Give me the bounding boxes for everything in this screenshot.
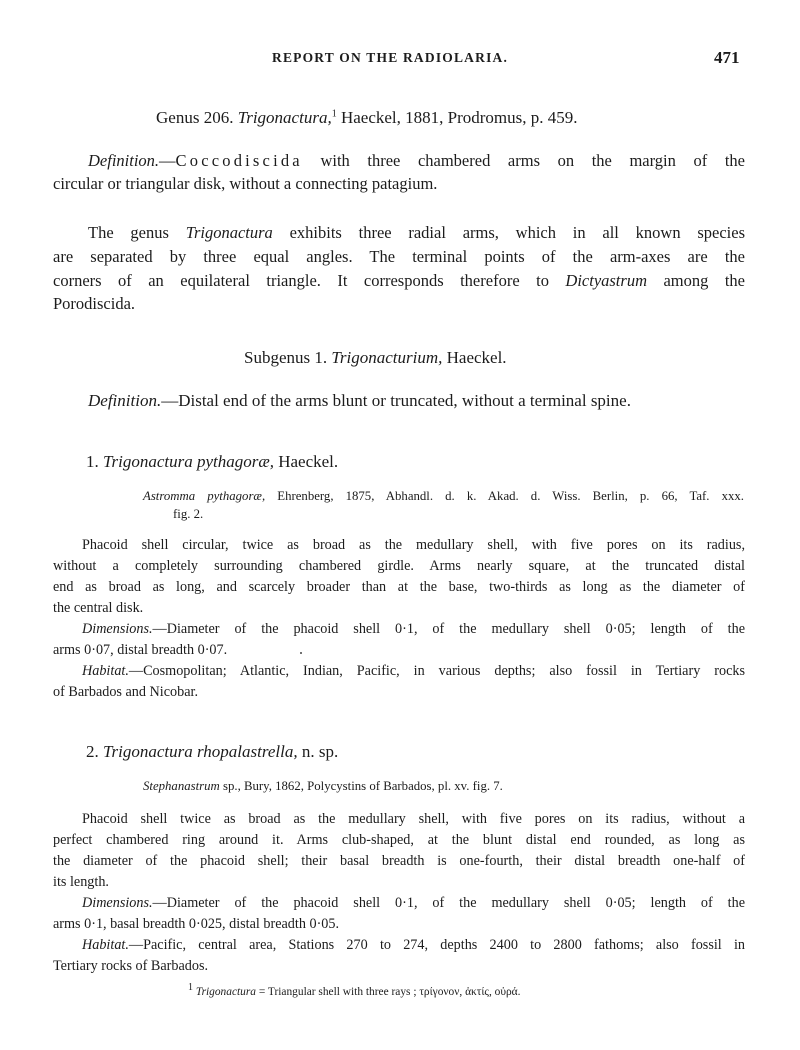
habitat-label: Habitat. xyxy=(82,663,129,679)
species-2-dimensions-line-2: arms 0·1, basal breadth 0·025, distal breadth 0·05. xyxy=(53,916,340,932)
genus-term: Trigonactura xyxy=(185,223,273,242)
species-1-desc-line-4: the central disk. xyxy=(53,600,144,616)
species-2-desc-line-2: perfect chambered ring around it. Arms club-shaped, at the blunt distal end rounded, as long as xyxy=(53,832,745,848)
dimensions-label: Dimensions. xyxy=(82,621,153,637)
genus-name: Trigonactura, xyxy=(237,108,332,127)
species-author: Haeckel. xyxy=(273,452,339,471)
genus-heading xyxy=(156,108,578,128)
species-name: Trigonactura rhopalastrella, xyxy=(103,742,298,761)
definition-text: —Distal end of the arms blunt or truncated, without a terminal spine. xyxy=(161,391,631,410)
subgenus-author: Haeckel. xyxy=(442,348,507,367)
species-1-dimensions-line-2: arms 0·07, distal breadth 0·07. xyxy=(53,642,228,658)
habitat-text: —Cosmopolitan; Atlantic, Indian, Pacific, in various depths; also fossil in Tertiary rocks xyxy=(128,663,745,679)
genus-paragraph-line-4: Porodiscida. xyxy=(53,294,136,313)
species-2-desc-line-4: its length. xyxy=(53,874,109,890)
species-author: n. sp. xyxy=(297,742,339,761)
text: The genus xyxy=(88,223,186,242)
page-number: 471 xyxy=(714,48,740,67)
text: exhibits three radial arms, which in all known species xyxy=(272,223,745,242)
family-name: Coccodiscida xyxy=(175,151,303,170)
habitat-label: Habitat. xyxy=(82,937,129,953)
species-number: 1. xyxy=(86,452,103,471)
subgenus-definition xyxy=(88,390,780,412)
genus-prefix: Genus 206. xyxy=(156,108,234,127)
subgenus-prefix: Subgenus 1. xyxy=(244,348,332,367)
footnote-term: Trigonactura xyxy=(195,986,256,998)
species-2-heading xyxy=(86,742,338,762)
text: among the xyxy=(646,271,745,290)
definition-label: Definition. xyxy=(88,391,162,410)
footnote-mark: 1 xyxy=(188,982,193,994)
footnote-reference[interactable]: 1 xyxy=(331,108,337,120)
species-1-habitat-line-1 xyxy=(82,660,745,682)
genus-citation: Haeckel, 1881, Prodromus, p. 459. xyxy=(336,108,578,127)
species-1-desc-line-2: without a completely surrounding chambered girdle. Arms nearly square, at the truncated distal xyxy=(53,558,745,574)
synonym-name: Stephanastrum xyxy=(143,779,220,793)
species-name: Trigonactura pythagoræ, xyxy=(103,452,274,471)
species-1-heading xyxy=(86,452,338,472)
synonym-citation: Ehrenberg, 1875, Abhandl. d. k. Akad. d. Wiss. Berlin, p. 66, Taf. xxx. xyxy=(265,489,744,503)
stray-dot xyxy=(300,652,302,654)
genus-paragraph-line-1 xyxy=(88,222,745,244)
subgenus-name: Trigonacturium, xyxy=(331,348,443,367)
species-1-desc-line-3: end as broad as long, and scarcely broader than at the base, two-thirds as long as the diameter of xyxy=(53,579,745,595)
dimensions-label: Dimensions. xyxy=(82,895,153,911)
genus-definition-line-2: circular or triangular disk, without a connecting patagium. xyxy=(53,174,438,193)
species-2-desc-line-1: Phacoid shell twice as broad as the medullary shell, with five pores on its radius, without a xyxy=(82,811,745,827)
species-number: 2. xyxy=(86,742,103,761)
species-2-desc-line-3: the diameter of the phacoid shell; their basal breadth is one-fourth, their distal breadth one-half of xyxy=(53,853,745,869)
footnote-text: = Triangular shell with three rays ; τρίγονον, ἀκτίς, οὐρά. xyxy=(256,986,521,998)
definition-label: Definition. xyxy=(88,151,160,170)
species-2-habitat-line-1 xyxy=(82,934,745,956)
subgenus-heading xyxy=(244,348,507,368)
footnote xyxy=(188,982,521,998)
running-head: REPORT ON THE RADIOLARIA. xyxy=(272,50,509,65)
dimensions-text: —Diameter of the phacoid shell 0·1, of the medullary shell 0·05; length of the xyxy=(152,621,745,637)
species-1-dimensions-line-1 xyxy=(82,618,745,640)
species-1-desc-line-1: Phacoid shell circular, twice as broad as the medullary shell, with five pores on its radius, xyxy=(82,537,745,553)
species-1-synonym xyxy=(143,489,744,504)
habitat-text: —Pacific, central area, Stations 270 to 274, depths 2400 to 2800 fathoms; also fossil in xyxy=(128,937,745,953)
definition-dash: — xyxy=(159,151,176,170)
species-2-synonym xyxy=(143,779,503,794)
genus-term: Dictyastrum xyxy=(565,271,647,290)
species-1-synonym-line-2: fig. 2. xyxy=(173,507,204,521)
synonym-citation: sp., Bury, 1862, Polycystins of Barbados, pl. xv. fig. 7. xyxy=(219,779,503,793)
synonym-name: Astromma pythagoræ, xyxy=(143,489,266,503)
definition-text: with three chambered arms on the margin of the xyxy=(302,151,745,170)
genus-paragraph-line-3 xyxy=(53,270,745,292)
species-2-dimensions-line-1 xyxy=(82,892,745,914)
species-2-habitat-line-2: Tertiary rocks of Barbados. xyxy=(53,958,209,974)
genus-paragraph-line-2: are separated by three equal angles. The terminal points of the arm-axes are the xyxy=(53,247,745,266)
species-1-habitat-line-2: of Barbados and Nicobar. xyxy=(53,684,198,700)
genus-definition-line-1 xyxy=(88,150,745,172)
text: corners of an equilateral triangle. It corresponds therefore to xyxy=(53,271,566,290)
dimensions-text: —Diameter of the phacoid shell 0·1, of the medullary shell 0·05; length of the xyxy=(152,895,745,911)
